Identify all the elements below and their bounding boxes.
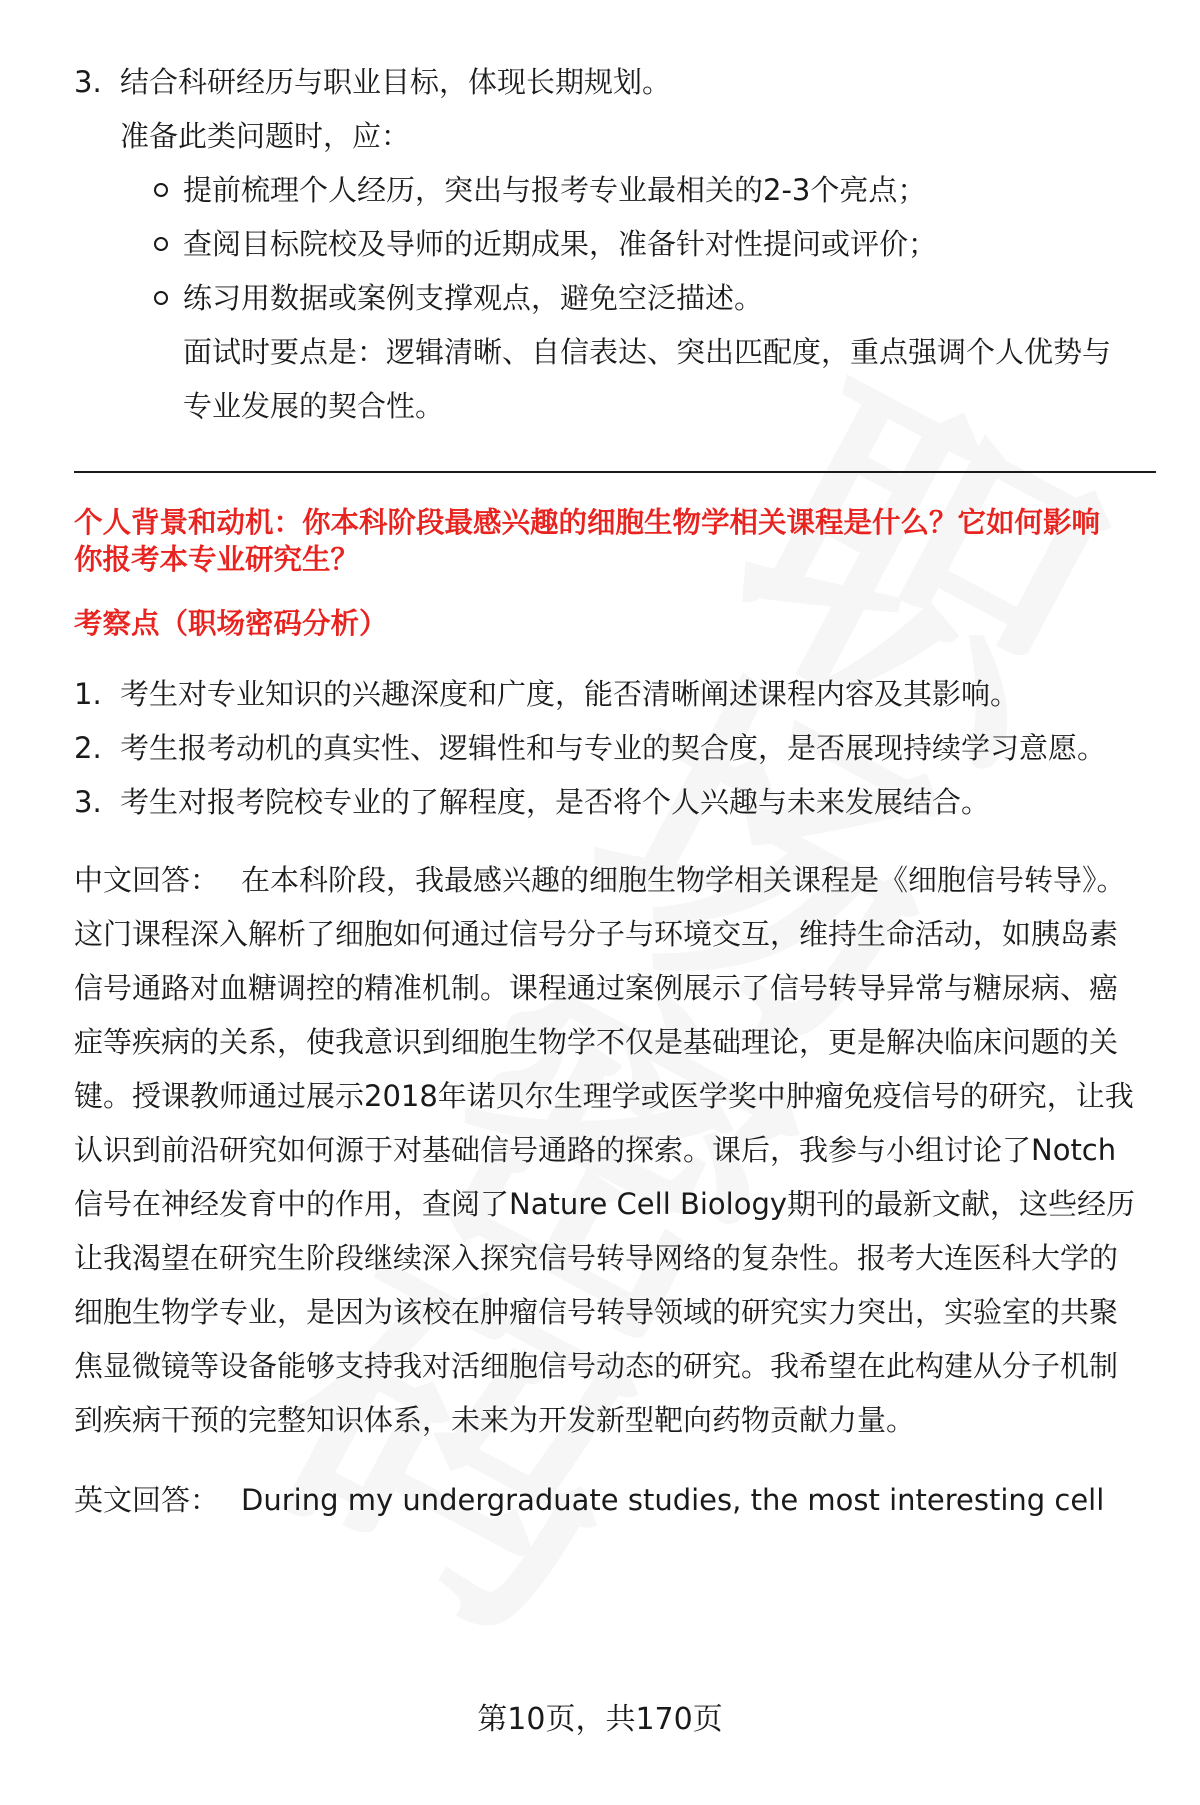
bullet-item: 练习用数据或案例支撑观点，避免空泛描述。 — [183, 281, 764, 315]
bullet-circle-icon — [154, 183, 168, 197]
english-answer-label: 英文回答： — [74, 1483, 220, 1517]
exam-points-heading: 考察点（职场密码分析） — [74, 607, 388, 640]
section-divider — [74, 471, 1156, 473]
list-text: 考生对专业知识的兴趣深度和广度，能否清晰阐述课程内容及其影响。 — [120, 677, 1020, 711]
list-number: 1. — [74, 677, 102, 711]
answer-line: 症等疾病的关系，使我意识到细胞生物学不仅是基础理论，更是解决临床问题的关 — [74, 1025, 1119, 1059]
chinese-answer-label: 中文回答： — [74, 863, 220, 897]
answer-line — [74, 860, 1126, 900]
english-answer-text: During my undergraduate studies, the most interesting cell — [241, 1483, 1105, 1517]
answer-line: 这门课程深入解析了细胞如何通过信号分子与环境交互，维持生命活动，如胰岛素 — [74, 917, 1119, 951]
list-number: 2. — [74, 731, 102, 765]
answer-line: 细胞生物学专业，是因为该校在肿瘤信号转导领域的研究实力突出，实验室的共聚 — [74, 1295, 1119, 1329]
answer-line: 信号通路对血糖调控的精准机制。课程通过案例展示了信号转导异常与糖尿病、癌 — [74, 971, 1119, 1005]
bullet-item: 查阅目标院校及导师的近期成果，准备针对性提问或评价； — [183, 227, 938, 261]
answer-line: 到疾病干预的完整知识体系，未来为开发新型靶向药物贡献力量。 — [74, 1403, 916, 1437]
question-heading: 个人背景和动机：你本科阶段最感兴趣的细胞生物学相关课程是什么？它如何影响 — [74, 506, 1101, 539]
page-footer: 第10页，共170页 — [477, 1702, 723, 1737]
bullet-circle-icon — [154, 291, 168, 305]
summary-line: 专业发展的契合性。 — [183, 389, 445, 423]
prep-intro: 准备此类问题时，应： — [120, 119, 411, 153]
list-number: 3. — [74, 785, 102, 819]
english-answer-line — [74, 1480, 1104, 1520]
list-number: 3. — [74, 65, 102, 99]
list-text: 考生报考动机的真实性、逻辑性和与专业的契合度，是否展现持续学习意愿。 — [120, 731, 1107, 765]
answer-line: 焦显微镜等设备能够支持我对活细胞信号动态的研究。我希望在此构建从分子机制 — [74, 1349, 1119, 1383]
bullet-circle-icon — [154, 237, 168, 251]
answer-text: 在本科阶段，我最感兴趣的细胞生物学相关课程是《细胞信号转导》。 — [241, 863, 1126, 897]
summary-line: 面试时要点是：逻辑清晰、自信表达、突出匹配度，重点强调个人优势与 — [183, 335, 1112, 369]
list-item-3 — [74, 62, 671, 102]
answer-line: 让我渴望在研究生阶段继续深入探究信号转导网络的复杂性。报考大连医科大学的 — [74, 1241, 1119, 1275]
answer-line: 键。授课教师通过展示2018年诺贝尔生理学或医学奖中肿瘤免疫信号的研究，让我 — [74, 1079, 1134, 1113]
bullet-item: 提前梳理个人经历，突出与报考专业最相关的2-3个亮点； — [183, 173, 927, 207]
answer-line: 信号在神经发育中的作用，查阅了Nature Cell Biology期刊的最新文献，这些经历 — [74, 1187, 1136, 1221]
exam-point-item — [74, 728, 1106, 768]
list-text: 考生对报考院校专业的了解程度，是否将个人兴趣与未来发展结合。 — [120, 785, 991, 819]
question-heading: 你报考本专业研究生？ — [74, 543, 360, 576]
exam-point-item — [74, 674, 1019, 714]
list-text: 结合科研经历与职业目标，体现长期规划。 — [120, 65, 672, 99]
exam-point-item — [74, 782, 990, 822]
answer-line: 认识到前沿研究如何源于对基础信号通路的探索。课后，我参与小组讨论了Notch — [74, 1133, 1117, 1167]
